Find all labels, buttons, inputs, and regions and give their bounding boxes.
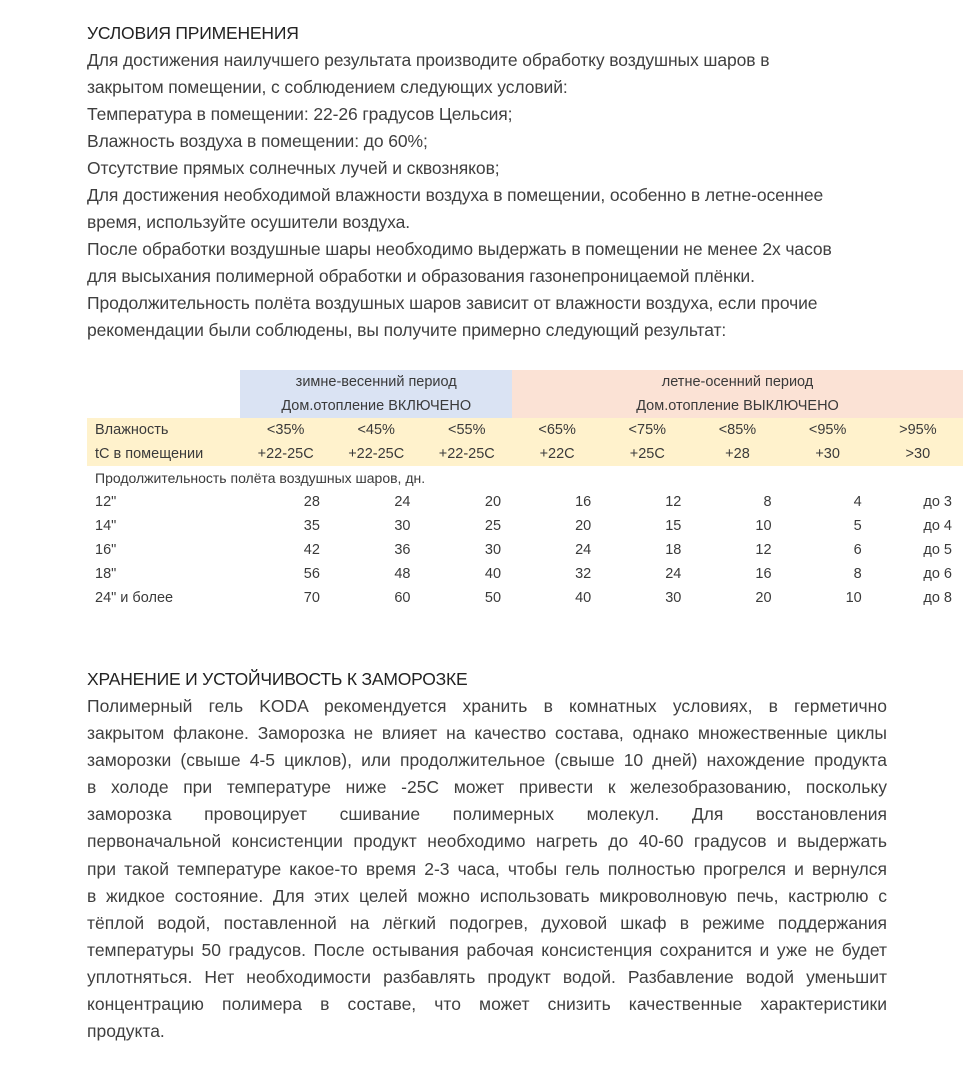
temperature-cell: +22-25C (348, 446, 405, 462)
duration-value: 40 (484, 566, 502, 582)
humidity-cell: >95% (899, 422, 937, 438)
duration-value: 50 (484, 590, 502, 606)
humidity-cell: <45% (357, 422, 395, 438)
duration-value: 18 (665, 542, 682, 558)
duration-value: 15 (665, 518, 682, 534)
duration-value: 60 (394, 590, 411, 606)
paragraph-line: продукта. (87, 1021, 165, 1042)
humidity-cell: <35% (266, 422, 305, 438)
condition-temperature: Температура в помещении: 22-26 градусов Цельсия; (87, 104, 513, 124)
duration-value: 24 (575, 542, 592, 558)
usage-conditions-section (87, 20, 887, 344)
duration-value: 10 (755, 518, 772, 534)
duration-value: 16 (755, 566, 772, 582)
table-row (87, 538, 963, 562)
duration-value: 20 (755, 590, 772, 606)
storage-section (87, 666, 887, 1045)
duration-value: 20 (575, 518, 592, 534)
duration-value: 28 (303, 494, 320, 510)
duration-value: 25 (484, 518, 502, 534)
storage-paragraph (87, 693, 887, 1045)
duration-value: 40 (575, 590, 592, 606)
duration-value: до 8 (923, 590, 952, 606)
duration-value: 4 (853, 494, 862, 510)
duration-value: 35 (303, 518, 320, 534)
paragraph-line: закрытом флаконе. Заморозка не влияет на качество состава, однако множественные циклы (87, 723, 887, 744)
paragraph-line: Для достижения наилучшего результата производите обработку воздушных шаров в (87, 50, 770, 70)
duration-value: 30 (484, 542, 502, 558)
paragraph-line: После обработки воздушные шары необходимо выдержать в помещении не менее 2х часов (87, 239, 832, 259)
temperature-cell: +22C (539, 446, 575, 462)
paragraph-line: первоначальной консистенции продукт необходимо нагреть до 40-60 градусов и выдержать (87, 831, 887, 852)
table-row (87, 562, 963, 586)
paragraph-line: заморозки (свыше 4-5 циклов), или продолжительное (свыше 10 дней) нахождение продукта (87, 750, 887, 771)
balloon-size: 14" (95, 518, 117, 534)
duration-value: 8 (853, 566, 862, 582)
paragraph-line: заморозка провоцирует сшивание полимерных молекул. Для восстановления (87, 804, 887, 825)
section-title-usage: УСЛОВИЯ ПРИМЕНЕНИЯ (87, 23, 299, 43)
paragraph-line: уплотняться. Нет необходимости разбавлять продукт водой. Разбавление водой уменьшит (87, 966, 887, 987)
duration-value: 30 (394, 518, 411, 534)
subheader-row (87, 466, 963, 490)
duration-value: 8 (763, 494, 772, 510)
duration-subheader: Продолжительность полёта воздушных шаров, дн. (95, 470, 426, 486)
temperature-cell: +30 (815, 446, 840, 462)
condition-humidity: Влажность воздуха в помещении: до 60%; (87, 131, 428, 151)
paragraph-line: Полимерный гель KODA рекомендуется хранить в комнатных условиях, в герметично (87, 696, 887, 716)
balloon-size: 16" (95, 542, 117, 558)
winter-heating-label: Дом.отопление ВКЛЮЧЕНО (240, 394, 512, 418)
temperature-row (87, 442, 963, 466)
duration-value: 36 (394, 542, 411, 558)
duration-value: 20 (484, 494, 502, 510)
paragraph-line: в холоде при температуре ниже -25С может привести к железобразованию, поскольку (87, 777, 887, 798)
paragraph-line: закрытом помещении, с соблюдением следующих условий: (87, 77, 568, 97)
balloon-size: 18" (95, 566, 117, 582)
period-header-row-1 (87, 370, 963, 394)
humidity-row (87, 418, 963, 442)
humidity-cell: <55% (448, 422, 486, 438)
paragraph-line: концентрацию полимера в составе, что может снизить качественные характеристики (87, 994, 887, 1015)
section-title-storage: ХРАНЕНИЕ И УСТОЙЧИВОСТЬ К ЗАМОРОЗКЕ (87, 669, 468, 689)
table-row (87, 586, 963, 610)
duration-value: до 5 (923, 542, 952, 558)
paragraph-line: тёплой водой, поставленной на лёгкий подогрев, духовой шкаф в режиме поддержания (87, 912, 887, 933)
paragraph-line: Для достижения необходимой влажности воздуха в помещении, особенно в летне-осеннее (87, 185, 824, 205)
duration-value: 32 (575, 566, 592, 582)
humidity-cell: <75% (628, 422, 667, 438)
duration-value: 6 (853, 542, 862, 558)
summer-period-label: летне-осенний период (512, 370, 963, 394)
duration-value: 42 (303, 542, 320, 558)
duration-value: до 4 (923, 518, 952, 534)
flight-duration-table (87, 370, 963, 610)
temperature-cell: +28 (725, 446, 750, 462)
duration-value: 16 (575, 494, 592, 510)
paragraph-line: для высыхания полимерной обработки и образования газонепроницаемой плёнки. (87, 266, 755, 286)
duration-value: 30 (665, 590, 682, 606)
temperature-cell: +22-25C (257, 446, 314, 462)
humidity-cell: <65% (538, 422, 576, 438)
temperature-cell: >30 (905, 446, 931, 462)
condition-sunlight: Отсутствие прямых солнечных лучей и сквозняков; (87, 158, 500, 178)
paragraph-line: время, используйте осушители воздуха. (87, 212, 410, 232)
humidity-cell: <95% (808, 422, 847, 438)
paragraph-line: рекомендации были соблюдены, вы получите примерно следующий результат: (87, 320, 727, 340)
duration-value: 12 (665, 494, 682, 510)
duration-value: 12 (755, 542, 772, 558)
duration-value: 24 (665, 566, 682, 582)
temperature-cell: +22-25C (438, 446, 495, 462)
paragraph-line: температуры 50 градусов. После остывания рабочая консистенция сохранится и уже не будет (87, 939, 887, 960)
temperature-cell: +25C (629, 446, 665, 462)
summer-heating-label: Дом.отопление ВЫКЛЮЧЕНО (512, 394, 963, 418)
duration-value: 10 (845, 590, 862, 606)
paragraph-line: при такой температуре какое-то время 2-3 часа, чтобы гель полностью прогрелся и вернулся (87, 858, 887, 879)
duration-value: 48 (394, 566, 411, 582)
paragraph-line: в жидкое состояние. Для этих целей можно использовать микроволновую печь, кастрюлю с (87, 885, 887, 906)
duration-value: 5 (853, 518, 862, 534)
table-row (87, 514, 963, 538)
paragraph-line: Продолжительность полёта воздушных шаров зависит от влажности воздуха, если прочие (87, 293, 818, 313)
duration-value: 56 (303, 566, 320, 582)
duration-value: 70 (303, 590, 320, 606)
duration-value: 24 (394, 494, 411, 510)
temperature-label: tC в помещении (95, 446, 204, 462)
table-row (87, 490, 963, 514)
period-header-row-2 (87, 394, 963, 418)
winter-period-label: зимне-весенний период (240, 370, 512, 394)
humidity-label: Влажность (95, 422, 169, 438)
balloon-size: 12" (95, 494, 117, 510)
humidity-cell: <85% (718, 422, 757, 438)
duration-value: до 6 (923, 566, 952, 582)
duration-value: до 3 (923, 494, 952, 510)
balloon-size: 24" и более (95, 590, 174, 606)
